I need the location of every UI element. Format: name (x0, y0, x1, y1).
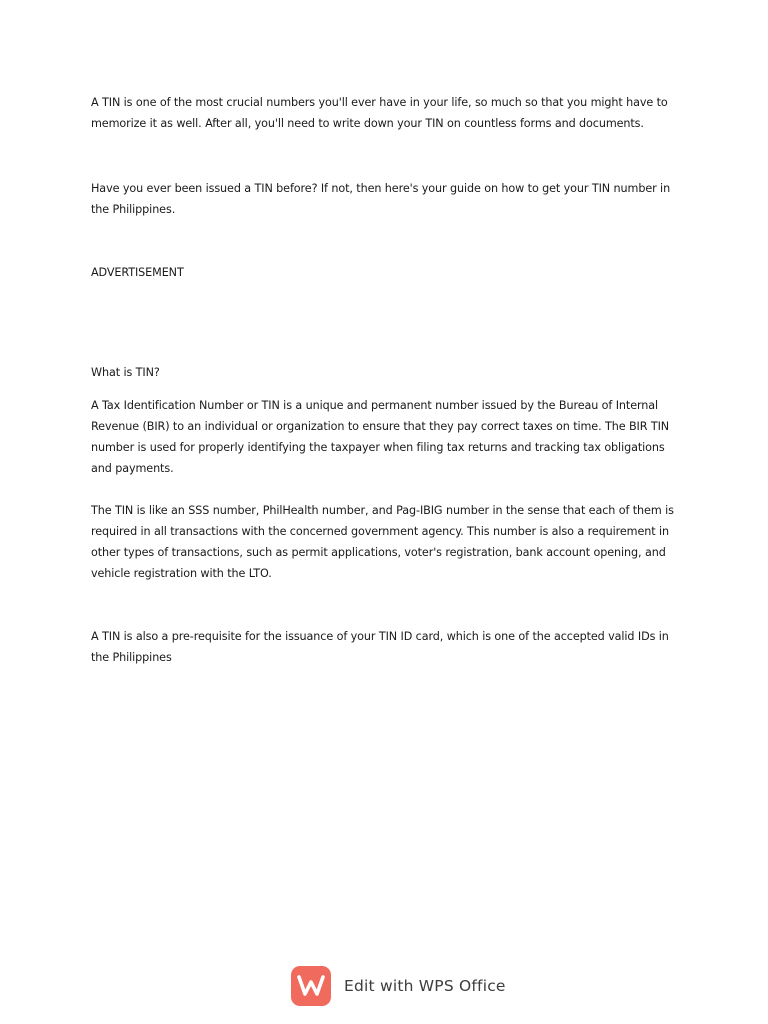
paragraph-guide-question: Have you ever been issued a TIN before? If not, then here's your guide on how to get your TIN number in the Philippines. (91, 182, 671, 216)
wps-office-logo-icon (291, 966, 331, 1006)
paragraph-tin-definition: A Tax Identification Number or TIN is a unique and permanent number issued by the Bureau of Internal Revenue (BIR) to an individual or organization to ensure that they pay correct taxes on time. The BIR TIN number is used for properly identifying the taxpayer when filing tax returns and tracking tax obligations and payments. (91, 399, 670, 475)
wps-office-label: Edit with WPS Office (344, 977, 506, 995)
advertisement-label: ADVERTISEMENT (91, 266, 184, 279)
wps-office-watermark[interactable] (291, 965, 506, 1007)
paragraph-tin-id-card: A TIN is also a pre-requisite for the issuance of your TIN ID card, which is one of the accepted valid IDs in the Philippines (91, 630, 669, 664)
paragraph-tin-comparison: The TIN is like an SSS number, PhilHealth number, and Pag-IBIG number in the sense that each of them is required in all transactions with the concerned government agency. This number is also a requirement in other types of transactions, such as permit applications, voter's registration, bank account opening, and vehicle registration with the LTO. (91, 504, 674, 580)
section-heading-what-is-tin: What is TIN? (91, 366, 160, 379)
paragraph-tin-intro: A TIN is one of the most crucial numbers you'll ever have in your life, so much so that you might have to memorize it as well. After all, you'll need to write down your TIN on countless forms and documents. (91, 96, 668, 130)
